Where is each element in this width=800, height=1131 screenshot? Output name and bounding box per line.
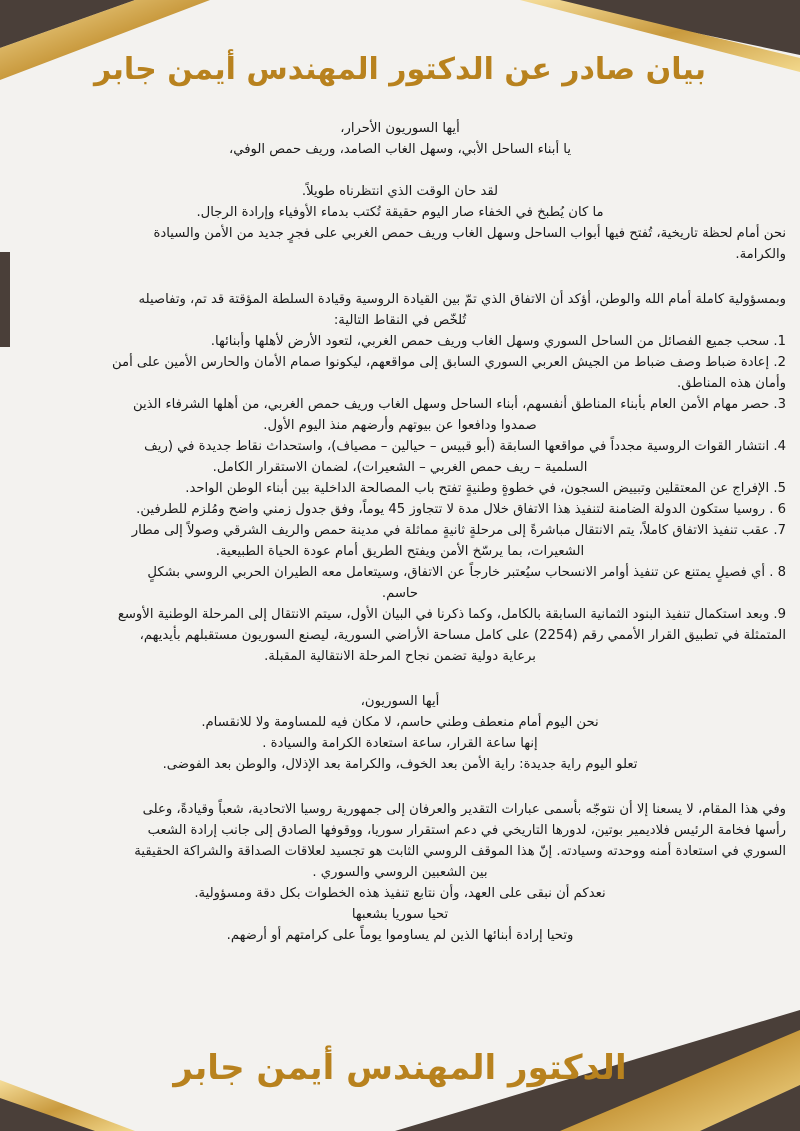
closing-line: رأسها فخامة الرئيس فلاديمير بوتين، لدورها التاريخي في دعم استقرار سوريا، ووقوفها الصادق إلى جانب إرادة الشعب [147,823,786,838]
intro-line: لقد حان الوقت الذي انتظرناه طويلاً. [301,184,499,199]
point-line: 5. الإفراج عن المعتقلين وتبييض السجون، في خطوةٍ وطنيةٍ تفتح باب المصالحة الداخلية بين أبناء الوطن الواحد. [185,481,786,496]
left-side-bar [0,252,10,347]
point-line: برعاية دولية تضمن نجاح المرحلة الانتقالية المقبلة. [264,649,536,664]
point-line: 1. سحب جميع الفصائل من الساحل السوري وسهل الغاب وريف حمص الغربي، لتعود الأرض لأهلها وأبنائها. [210,334,786,349]
intro-line: ما كان يُطبخ في الخفاء صار اليوم حقيقة تُكتب بدماء الأوفياء وإرادة الرجال. [196,205,604,220]
appeal-line: نحن اليوم أمام منعطف وطني حاسم، لا مكان فيه للمساومة ولا للانقسام. [201,715,599,730]
point-line: السلمية – ريف حمص الغربي – الشعيرات)، لضمان الاستقرار الكامل. [212,460,588,475]
agreement-line: وبمسؤولية كاملة أمام الله والوطن، أؤكد أن الاتفاق الذي تمّ بين القيادة الروسية وقيادة السلطة المؤقتة قد تم، وتفاصيله [138,292,786,307]
closing-line: تحيا سوريا بشعبها [351,907,449,922]
closing-line: بين الشعبين الروسي والسوري . [312,865,488,880]
signature: الدكتور المهندس أيمن جابر [173,1048,627,1088]
point-line: الشعيرات، بما يرسّخ الأمن ويفتح الطريق أمام عودة الحياة الطبيعية. [215,544,585,559]
point-line: 3. حصر مهام الأمن العام بأبناء المناطق أنفسهم، أبناء الساحل وسهل الغاب وريف حمص الغربي، من أهلها الشرفاء الذين [132,397,786,412]
point-line: 7. عقب تنفيذ الاتفاق كاملاً، يتم الانتقال مباشرةً إلى مرحلةٍ ثانيةٍ مماثلة في مدينة حمص والريف الشرقي وصولاً إلى مطار [131,523,786,538]
appeal-line: تعلو اليوم راية جديدة: راية الأمن بعد الخوف، والكرامة بعد الإذلال، والوطن بعد الفوضى. [162,757,638,772]
agreement-line: تُلخّص في النقاط التالية: [333,313,467,328]
closing-line: السوري في استعادة أمنه ووحدته وسيادته. إنّ هذا الموقف الروسي الثابت هو تجسيد لعلاقات الصداقة والشراكة الحقيقية [134,844,786,859]
greeting-line: أيها السوريون الأحرار، [340,121,460,136]
point-line: 8 . أي فصيلٍ يمتنع عن تنفيذ أوامر الانسحاب سيُعتبر خارجاً عن الاتفاق، وسيتعامل معه الطيران الحربي الروسي بشكلٍ [147,565,786,580]
greeting-line: يا أبناء الساحل الأبي، وسهل الغاب الصامد، وريف حمص الوفي، [228,142,572,157]
point-line: 4. انتشار القوات الروسية مجدداً في مواقعها السابقة (أبو قبيس – حيالين – مصياف)، واستحداث نقاط جديدة في (ريف [144,439,786,454]
statement-body [14,118,786,946]
point-line: وأمان هذه المناطق. [677,376,786,391]
appeal-line: إنها ساعة القرار، ساعة استعادة الكرامة والسيادة . [262,736,538,751]
page-title: بيان صادر عن الدكتور المهندس أيمن جابر [93,52,706,87]
point-line: 2. إعادة ضباط وصف ضباط من الجيش العربي السوري السابق إلى مواقعهم، ليكونوا صمام الأمان والحارس الأمين على أمن [111,355,786,370]
appeal-line: أيها السوريون، [360,694,440,709]
intro-line: نحن أمام لحظة تاريخية، تُفتح فيها أبواب الساحل وسهل الغاب وريف حمص الغربي على فجرٍ جديد من الأمن والسيادة [153,226,786,241]
closing-line: وتحيا إرادة أبنائها الذين لم يساوموا يوماً على كرامتهم أو أرضهم. [226,928,574,943]
point-line: 6 . روسيا ستكون الدولة الضامنة لتنفيذ هذا الاتفاق خلال مدة لا تتجاوز 45 يوماً، وفق جدول زمني واضح ومُلزم للطرفين. [136,502,786,517]
point-line: حاسم. [381,586,419,601]
point-line: 9. وبعد استكمال تنفيذ البنود الثمانية السابقة بالكامل، وكما ذكرنا في البيان الأول، سيتم الانتقال إلى المرحلة الوطنية الأوسع [117,607,786,622]
intro-line: والكرامة. [735,247,786,262]
closing-line: نعدكم أن نبقى على العهد، وأن نتابع تنفيذ هذه الخطوات بكل دقة ومسؤولية. [194,886,606,901]
point-line: صمدوا ودافعوا عن بيوتهم وأرضهم منذ اليوم الأول. [263,418,537,433]
point-line: المتمثلة في تطبيق القرار الأممي رقم (2254) على كامل مساحة الأراضي السورية، ليصنع السوريون مستقبلهم بأيديهم، [139,628,786,643]
closing-line: وفي هذا المقام، لا يسعنا إلا أن نتوجّه بأسمى عبارات التقدير والعرفان إلى جمهورية روسيا الاتحادية، شعباً وقيادةً، وعلى [142,802,786,817]
